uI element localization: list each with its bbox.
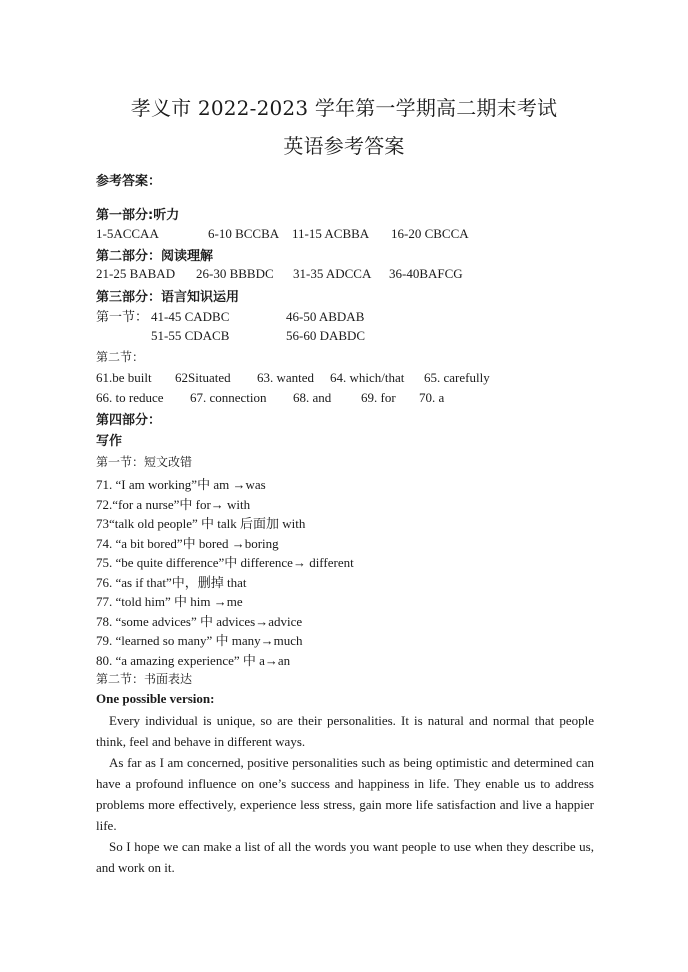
part3-section2-label: 第二节： — [96, 350, 145, 364]
part3-section1-row1 — [96, 306, 364, 325]
answer-item: 61.be built — [96, 370, 152, 385]
answer-item: 65. carefully — [424, 370, 490, 385]
correction-item: 79. “learned so many” 中 many→much — [96, 633, 303, 648]
part4-section2-label: 第二节：书面表达 — [96, 672, 193, 686]
essay-paragraph: As far as I am concerned, positive personalities such as being optimistic and determined can have a profound influence on one’s success and happiness in life. They enable us to address problems more effectively, experience less stress, gain more life satisfaction and live a happier life. — [96, 755, 594, 833]
correction-item: 73“talk old people” 中 talk 后面加 with — [96, 516, 306, 531]
answers-label: 参考答案： — [96, 174, 162, 189]
essay-paragraph: So I hope we can make a list of all the words you want people to use when they describe us, and work on it. — [96, 839, 594, 875]
correction-item: 75. “be quite difference”中 difference→ different — [96, 555, 354, 570]
part3-heading: 第三部分：语言知识运用 — [96, 290, 240, 305]
answer-group: 56-60 DABDC — [286, 328, 366, 343]
answer-group: 26-30 BBBDC — [196, 266, 274, 281]
answer-item: 62Situated — [175, 370, 231, 385]
correction-item: 74. “a bit bored”中 bored →boring — [96, 536, 279, 551]
section-label: 第一节： — [96, 309, 149, 324]
answer-item: 66. to reduce — [96, 390, 164, 405]
answer-group: 1-5ACCAA — [96, 226, 159, 241]
correction-item: 78. “some advices” 中 advices→advice — [96, 614, 303, 629]
answer-item: 70. a — [419, 390, 445, 405]
part2-answers — [96, 266, 463, 282]
part3-section2-row1 — [96, 370, 490, 386]
correction-item: 76. “as if that”中，删掉 that — [96, 575, 247, 590]
answer-item: 67. connection — [190, 390, 267, 405]
part3-section1-row2 — [96, 328, 365, 344]
correction-item: 77. “told him” 中 him →me — [96, 594, 243, 609]
exam-subtitle: 英语参考答案 — [283, 134, 405, 158]
correction-item: 71. “I am working”中 am →was — [96, 477, 266, 492]
exam-title: 孝义市 2022-2023 学年第一学期高二期末考试 — [130, 96, 558, 120]
correction-item: 80. “a amazing experience” 中 a→an — [96, 653, 291, 668]
essay-paragraph: Every individual is unique, so are their personalities. It is natural and normal that people think, feel and behave in different ways. — [96, 713, 594, 749]
part4-heading: 第四部分： — [96, 413, 162, 428]
answer-group: 21-25 BABAD — [96, 266, 176, 281]
writing-label: 写作 — [96, 434, 123, 449]
answer-item: 64. which/that — [330, 370, 405, 385]
part1-heading: 第一部分:听力 — [96, 208, 180, 223]
answer-item: 63. wanted — [257, 370, 315, 385]
answer-item: 68. and — [293, 390, 332, 405]
answer-group: 6-10 BCCBA — [208, 226, 280, 241]
version-label: One possible version: — [96, 691, 215, 706]
answer-group: 11-15 ACBBA — [292, 226, 370, 241]
part4-section1-label: 第一节：短文改错 — [96, 455, 193, 469]
answer-group: 41-45 CADBC — [151, 309, 230, 324]
answer-group: 31-35 ADCCA — [293, 266, 372, 281]
answer-group: 36-40BAFCG — [389, 266, 463, 281]
answer-item: 69. for — [361, 390, 396, 405]
correction-item: 72.“for a nurse”中 for→ with — [96, 497, 251, 512]
part2-heading: 第二部分：阅读理解 — [96, 249, 214, 264]
part3-section2-row2 — [96, 390, 444, 406]
answer-group: 16-20 CBCCA — [391, 226, 469, 241]
part1-answers — [96, 226, 469, 242]
answer-group: 46-50 ABDAB — [286, 309, 365, 324]
answer-group: 51-55 CDACB — [151, 328, 230, 343]
